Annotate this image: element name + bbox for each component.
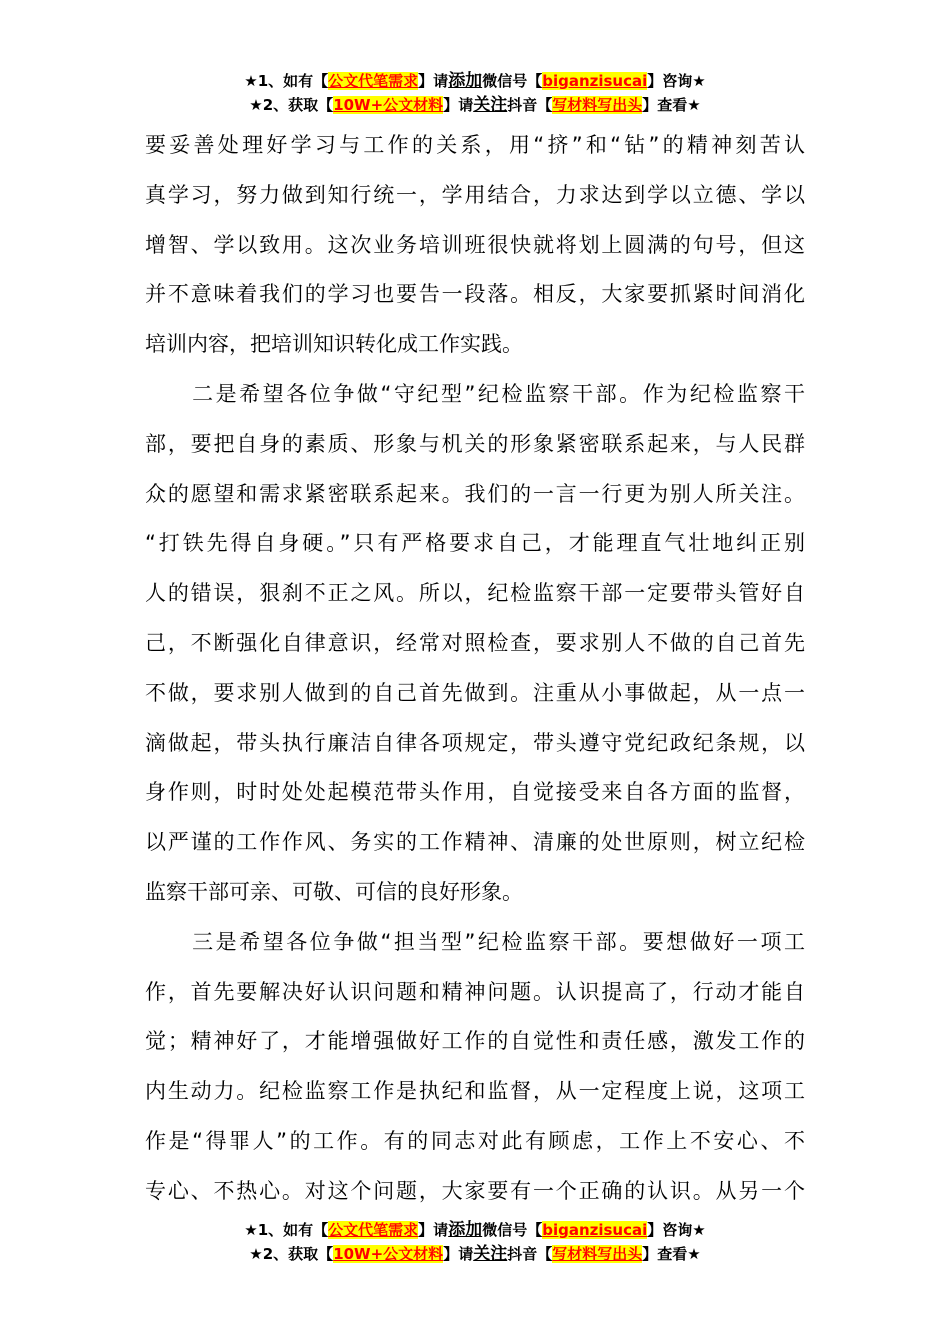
highlight-wechat-id: biganzisucai <box>542 72 648 90</box>
text-line: 以严谨的工作作风、务实的工作精神、清廉的处世原则，树立纪检 <box>145 830 805 855</box>
text-line: “打铁先得自身硬。”只有严格要求自己，才能理直气壮地纠正别 <box>145 531 805 556</box>
highlight-douyin-account: 写材料写出头 <box>552 1245 643 1263</box>
highlight-materials: 10W+公文材料 <box>333 1245 444 1263</box>
highlight-douyin-account: 写材料写出头 <box>552 96 643 114</box>
banner-text: 】查看★ <box>642 96 701 114</box>
text-line: 众的愿望和需求紧密联系起来。我们的一言一行更为别人所关注。 <box>145 481 805 506</box>
highlight-wechat-id: biganzisucai <box>542 1221 648 1239</box>
text-line: 滴做起，带头执行廉洁自律各项规定，带头遵守党纪政纪条规，以 <box>145 730 805 755</box>
highlight-ghostwriting: 公文代笔需求 <box>328 1221 419 1239</box>
text-line: 二是希望各位争做“守纪型”纪检监察干部。作为纪检监察干 <box>145 381 805 406</box>
header-banner <box>0 69 950 117</box>
footer-banner <box>0 1218 950 1266</box>
text-line: 部，要把自身的素质、形象与机关的形象紧密联系起来，与人民群 <box>145 431 805 456</box>
text-line: 人的错误，狠刹不正之风。所以，纪检监察干部一定要带头管好自 <box>145 581 805 606</box>
underlined-follow: 关注 <box>473 1244 508 1264</box>
text-line: 并不意味着我们的学习也要告一段落。相反，大家要抓紧时间消化 <box>145 282 805 307</box>
banner-text: ★2、获取【 <box>249 96 334 114</box>
banner-text: 】请 <box>443 1245 474 1263</box>
banner-line-1 <box>0 69 950 93</box>
banner-text: 】请 <box>418 1221 449 1239</box>
document-body <box>145 121 805 1217</box>
text-line: 真学习，努力做到知行统一，学用结合，力求达到学以立德、学以 <box>145 182 805 207</box>
text-line: 专心、不热心。对这个问题，大家要有一个正确的认识。从另一个 <box>145 1178 805 1203</box>
banner-text: ★1、如有【 <box>244 1221 329 1239</box>
banner-line-2 <box>0 1242 950 1266</box>
text-line: 培训内容，把培训知识转化成工作实践。 <box>145 332 523 357</box>
text-line: 内生动力。纪检监察工作是执纪和监督，从一定程度上说，这项工 <box>145 1079 805 1104</box>
banner-text: 抖音【 <box>507 96 553 114</box>
banner-text: ★1、如有【 <box>244 72 329 90</box>
text-line: 作，首先要解决好认识问题和精神问题。认识提高了，行动才能自 <box>145 979 805 1004</box>
banner-text: 抖音【 <box>507 1245 553 1263</box>
banner-text: 】请 <box>443 96 474 114</box>
banner-text: 】咨询★ <box>647 72 706 90</box>
text-line: 不做，要求别人做到的自己首先做到。注重从小事做起，从一点一 <box>145 680 805 705</box>
text-line: 己，不断强化自律意识，经常对照检查，要求别人不做的自己首先 <box>145 630 805 655</box>
text-line: 监察干部可亲、可敬、可信的良好形象。 <box>145 879 523 904</box>
banner-text: 】请 <box>418 72 449 90</box>
banner-text: 微信号【 <box>482 72 543 90</box>
text-line: 作是“得罪人”的工作。有的同志对此有顾虑，工作上不安心、不 <box>145 1128 805 1153</box>
banner-line-1 <box>0 1218 950 1242</box>
text-line: 增智、学以致用。这次业务培训班很快就将划上圆满的句号，但这 <box>145 232 805 257</box>
text-line: 三是希望各位争做“担当型”纪检监察干部。要想做好一项工 <box>145 929 805 954</box>
underlined-add: 添加 <box>448 71 483 91</box>
banner-line-2 <box>0 93 950 117</box>
underlined-follow: 关注 <box>473 95 508 115</box>
text-line: 觉；精神好了，才能增强做好工作的自觉性和责任感，激发工作的 <box>145 1029 805 1054</box>
banner-text: 】咨询★ <box>647 1221 706 1239</box>
text-line: 身作则，时时处处起模范带头作用，自觉接受来自各方面的监督， <box>145 780 805 805</box>
banner-text: ★2、获取【 <box>249 1245 334 1263</box>
underlined-add: 添加 <box>448 1220 483 1240</box>
text-line: 要妥善处理好学习与工作的关系，用“挤”和“钻”的精神刻苦认 <box>145 133 805 157</box>
highlight-materials: 10W+公文材料 <box>333 96 444 114</box>
highlight-ghostwriting: 公文代笔需求 <box>328 72 419 90</box>
banner-text: 】查看★ <box>642 1245 701 1263</box>
banner-text: 微信号【 <box>482 1221 543 1239</box>
